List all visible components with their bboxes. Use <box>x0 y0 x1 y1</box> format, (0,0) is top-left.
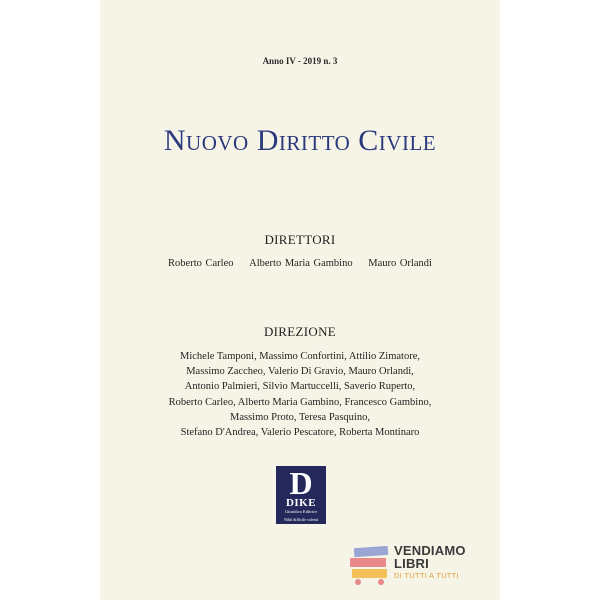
direttore-name: Roberto Carleo <box>168 258 234 269</box>
direttori-heading: DIRETTORI <box>264 232 336 247</box>
watermark-line1: VENDIAMO <box>394 543 466 558</box>
direzione-line: Massimo Proto, Teresa Pasquino, <box>230 411 370 423</box>
direzione-line: Roberto Carleo, Alberto Maria Gambino, Francesco Gambino, <box>168 396 432 408</box>
watermark-text <box>394 544 466 581</box>
logo-initial: D <box>289 465 313 501</box>
issue-label: Anno IV - 2019 n. 3 <box>262 56 338 66</box>
logo-subtitle: Giuridica Editrice <box>284 509 318 514</box>
direttore-name: Mauro Orlandi <box>368 258 432 269</box>
publisher-logo <box>276 466 326 524</box>
watermark-tagline: DI TUTTI A TUTTI <box>394 571 459 580</box>
direzione-line: Massimo Zaccheo, Valerio Di Gravio, Mauro Orlandi, <box>186 366 414 378</box>
direzione-heading: DIREZIONE <box>263 324 337 339</box>
book-cover <box>100 0 500 600</box>
direttori-list <box>100 258 500 269</box>
direttore-name: Alberto Maria Gambino <box>249 258 353 269</box>
direzione-list <box>100 349 500 440</box>
direzione-line: Antonio Palmieri, Silvio Martuccelli, Saverio Ruperto, <box>184 381 416 393</box>
logo-motto: Nihil difficile volenti <box>284 517 318 522</box>
watermark-line2: LIBRI <box>394 556 429 571</box>
direzione-line: Michele Tamponi, Massimo Confortini, Attilio Zimatore, <box>180 351 420 362</box>
journal-title: Nuovo Diritto Civile <box>163 124 437 157</box>
direzione-line: Stefano D'Andrea, Valerio Pescatore, Roberta Montinaro <box>180 427 420 439</box>
books-stack-icon <box>348 541 392 586</box>
logo-name: DIKE <box>285 497 317 509</box>
vendiamo-libri-watermark <box>348 541 508 586</box>
